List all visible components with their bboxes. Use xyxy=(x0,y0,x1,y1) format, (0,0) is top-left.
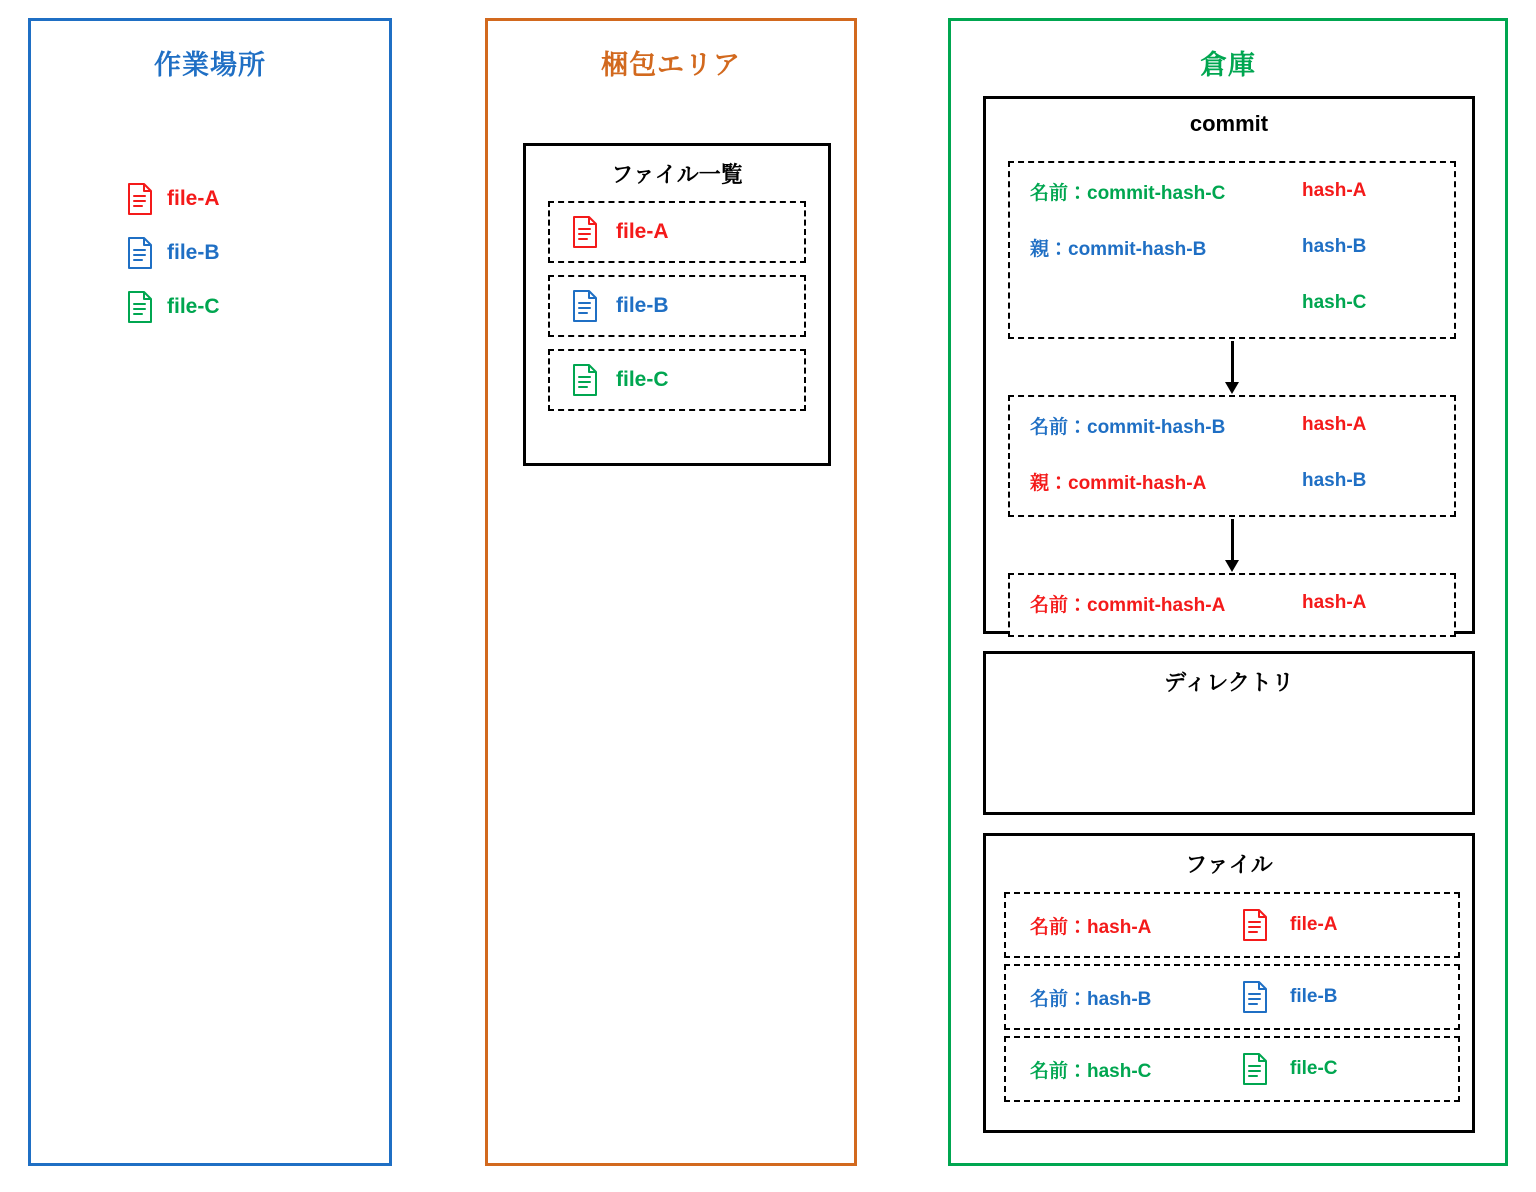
list-item-label: file-A xyxy=(167,187,220,210)
staging-area-title: 梱包エリア xyxy=(601,50,741,80)
file-icon xyxy=(572,290,598,322)
commit-node-a[interactable] xyxy=(1008,573,1456,637)
commit-box xyxy=(983,96,1475,634)
list-item[interactable] xyxy=(548,201,806,263)
list-item[interactable] xyxy=(127,172,389,226)
working-area-panel xyxy=(28,18,392,1166)
table-row[interactable] xyxy=(1004,964,1460,1030)
commit-parent: 親：commit-hash-A xyxy=(1030,472,1207,494)
list-item-label: file-B xyxy=(167,241,220,264)
arrow-down-icon xyxy=(1231,341,1234,383)
file-hash-name: 名前：hash-C xyxy=(1030,1060,1152,1082)
file-label: file-A xyxy=(1290,914,1338,935)
working-area-file-list xyxy=(31,172,389,334)
commit-hash-entry: hash-C xyxy=(1302,292,1367,313)
list-item-label: file-B xyxy=(616,294,669,317)
file-icon xyxy=(572,364,598,396)
table-row[interactable] xyxy=(1004,1036,1460,1102)
commit-box-title: commit xyxy=(1189,111,1269,136)
commit-node-line xyxy=(1010,275,1454,331)
file-icon xyxy=(127,183,153,215)
staging-area-panel xyxy=(485,18,857,1166)
list-item[interactable] xyxy=(548,275,806,337)
file-icon xyxy=(1220,981,1290,1013)
arrow-down-icon xyxy=(1231,519,1234,561)
commit-name: 名前：commit-hash-C xyxy=(1030,182,1226,204)
commit-node-line xyxy=(1010,397,1454,453)
files-box xyxy=(983,833,1475,1133)
directory-box-title: ディレクトリ xyxy=(1164,670,1294,695)
commit-node-line xyxy=(1010,575,1454,631)
list-item-label: file-A xyxy=(616,220,669,243)
file-hash-name: 名前：hash-A xyxy=(1030,916,1152,938)
list-item[interactable] xyxy=(127,280,389,334)
commit-node-line xyxy=(1010,453,1454,509)
file-list-box xyxy=(523,143,831,466)
file-label: file-B xyxy=(1290,986,1338,1007)
repository-title: 倉庫 xyxy=(1200,50,1256,80)
file-hash-name: 名前：hash-B xyxy=(1030,988,1152,1010)
file-icon xyxy=(1220,1053,1290,1085)
commit-hash-entry: hash-B xyxy=(1302,470,1367,491)
file-icon xyxy=(127,291,153,323)
commit-node-line xyxy=(1010,219,1454,275)
file-label: file-C xyxy=(1290,1058,1338,1079)
files-box-title: ファイル xyxy=(1185,852,1273,877)
commit-node-b[interactable] xyxy=(1008,395,1456,517)
file-list-box-title: ファイル一覧 xyxy=(611,162,743,187)
commit-hash-entry: hash-A xyxy=(1302,180,1367,201)
commit-hash-entry: hash-A xyxy=(1302,592,1367,613)
table-row[interactable] xyxy=(1004,892,1460,958)
commit-node-c[interactable] xyxy=(1008,161,1456,339)
file-icon xyxy=(127,237,153,269)
list-item-label: file-C xyxy=(616,368,669,391)
working-area-title: 作業場所 xyxy=(154,50,266,80)
file-icon xyxy=(572,216,598,248)
commit-name: 名前：commit-hash-B xyxy=(1030,416,1226,438)
repository-panel xyxy=(948,18,1508,1166)
commit-hash-entry: hash-A xyxy=(1302,414,1367,435)
list-item[interactable] xyxy=(127,226,389,280)
list-item[interactable] xyxy=(548,349,806,411)
commit-name: 名前：commit-hash-A xyxy=(1030,594,1226,616)
directory-box xyxy=(983,651,1475,815)
commit-parent: 親：commit-hash-B xyxy=(1030,238,1207,260)
file-icon xyxy=(1220,909,1290,941)
commit-hash-entry: hash-B xyxy=(1302,236,1367,257)
commit-node-line xyxy=(1010,163,1454,219)
list-item-label: file-C xyxy=(167,295,220,318)
